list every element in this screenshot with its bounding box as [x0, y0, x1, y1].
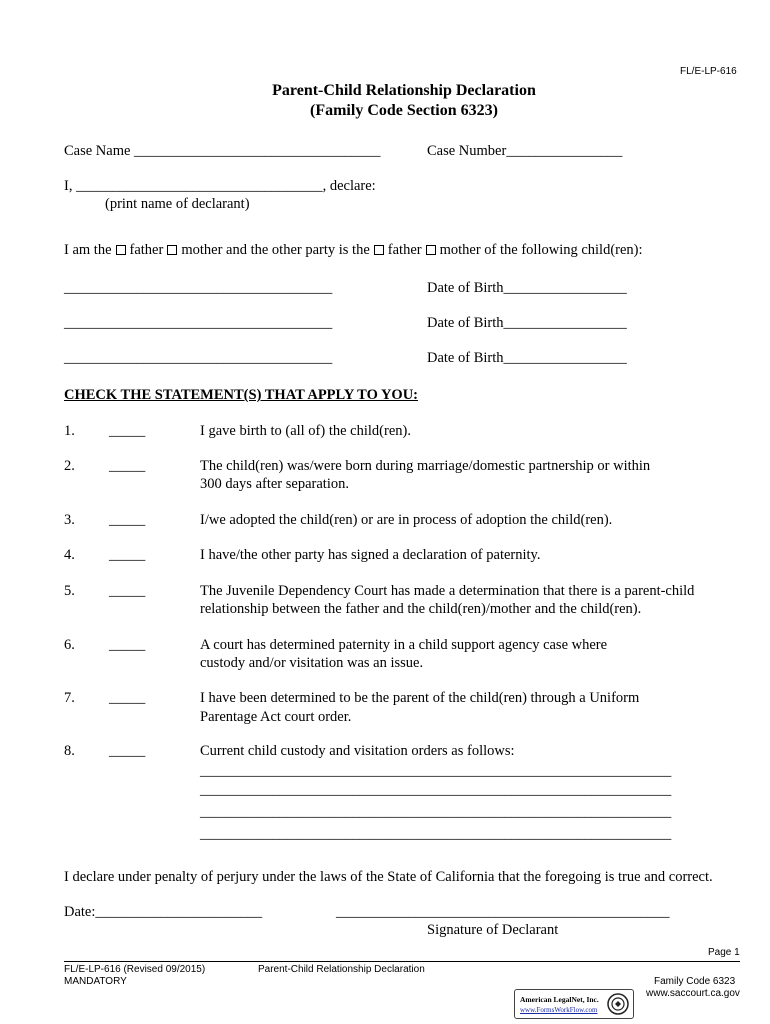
orders-line[interactable]: _________________________________________________________________: [200, 782, 672, 798]
case-name-field[interactable]: Case Name __________________________________: [64, 143, 381, 159]
footer-website[interactable]: www.saccourt.ca.gov: [646, 988, 740, 999]
declarant-hint: (print name of declarant): [105, 196, 250, 212]
statement-blank[interactable]: _____: [109, 458, 146, 474]
signature-label: Signature of Declarant: [427, 922, 559, 938]
footer-form-revision: FL/E-LP-616 (Revised 09/2015): [64, 964, 206, 975]
statement-number: 4.: [64, 547, 75, 563]
statement-text: I have/the other party has signed a declaration of paternity.: [200, 547, 541, 563]
perjury-statement: I declare under penalty of perjury under the laws of the State of California that the foregoing is true and correct.: [64, 869, 713, 885]
legalnet-stamp: [514, 989, 634, 1019]
statement-number: 8.: [64, 743, 75, 759]
child-name-field[interactable]: _____________________________________: [64, 280, 333, 296]
legalnet-logo-icon: [607, 993, 629, 1015]
statement-number: 3.: [64, 512, 75, 528]
statement-text: The Juvenile Dependency Court has made a determination that there is a parent-child: [200, 583, 695, 599]
form-title: Parent-Child Relationship Declaration: [272, 82, 536, 99]
father-checkbox[interactable]: [116, 245, 126, 255]
statement-number: 5.: [64, 583, 75, 599]
other-father-checkbox[interactable]: [374, 245, 384, 255]
statement-text: I have been determined to be the parent of the child(ren) through a Uniform: [200, 690, 640, 706]
child-dob-field[interactable]: Date of Birth_________________: [427, 280, 627, 296]
statement-blank[interactable]: _____: [109, 690, 146, 706]
statement-text-cont: relationship between the father and the child(ren)/mother and the child(ren).: [200, 601, 642, 617]
date-field[interactable]: Date:_______________________: [64, 904, 263, 920]
footer-form-title: Parent-Child Relationship Declaration: [258, 964, 425, 975]
child-dob-field[interactable]: Date of Birth_________________: [427, 350, 627, 366]
statement-number: 7.: [64, 690, 75, 706]
form-subtitle: (Family Code Section 6323): [310, 102, 498, 119]
statement-blank[interactable]: _____: [109, 743, 146, 759]
statement-number: 1.: [64, 423, 75, 439]
statement-blank[interactable]: _____: [109, 637, 146, 653]
orders-line[interactable]: _________________________________________________________________: [200, 804, 672, 820]
other-mother-option-label: mother of the following child(ren):: [439, 242, 643, 258]
statement-blank[interactable]: _____: [109, 423, 146, 439]
statement-number: 6.: [64, 637, 75, 653]
child-dob-field[interactable]: Date of Birth_________________: [427, 315, 627, 331]
statement-text: Current child custody and visitation orders as follows:: [200, 743, 515, 759]
footer-mandatory: MANDATORY: [64, 976, 127, 987]
statement-text-cont: 300 days after separation.: [200, 476, 349, 492]
footer-divider: [64, 961, 740, 962]
statement-blank[interactable]: _____: [109, 547, 146, 563]
form-id: FL/E-LP-616: [680, 66, 737, 77]
statement-blank[interactable]: _____: [109, 583, 146, 599]
check-statements-heading: CHECK THE STATEMENT(S) THAT APPLY TO YOU:: [64, 387, 418, 403]
child-name-field[interactable]: _____________________________________: [64, 315, 333, 331]
statement-text: I/we adopted the child(ren) or are in process of adoption the child(ren).: [200, 512, 613, 528]
father-option-label: father: [129, 242, 164, 258]
other-mother-checkbox[interactable]: [426, 245, 436, 255]
signature-field[interactable]: ______________________________________________: [336, 904, 670, 920]
relationship-prefix: I am the: [64, 242, 112, 258]
statement-text-cont: Parentage Act court order.: [200, 709, 352, 725]
other-father-option-label: father: [387, 242, 422, 258]
child-name-field[interactable]: _____________________________________: [64, 350, 333, 366]
orders-line[interactable]: _________________________________________________________________: [200, 763, 672, 779]
footer-code: Family Code 6323: [654, 976, 736, 987]
declarant-name-field[interactable]: I, __________________________________, declare:: [64, 178, 376, 194]
stamp-url[interactable]: www.FormsWorkFlow.com: [520, 1006, 598, 1014]
statement-text: A court has determined paternity in a child support agency case where: [200, 637, 608, 653]
statement-number: 2.: [64, 458, 75, 474]
statement-blank[interactable]: _____: [109, 512, 146, 528]
statement-text: The child(ren) was/were born during marriage/domestic partnership or within: [200, 458, 651, 474]
statement-text: I gave birth to (all of) the child(ren).: [200, 423, 411, 439]
mother-option-label: mother and the other party is the: [181, 242, 370, 258]
stamp-company: American LegalNet, Inc.: [520, 995, 599, 1004]
statement-text-cont: custody and/or visitation was an issue.: [200, 655, 424, 671]
relationship-line: [64, 242, 643, 259]
mother-checkbox[interactable]: [167, 245, 177, 255]
orders-line[interactable]: _________________________________________________________________: [200, 826, 672, 842]
page-number: Page 1: [708, 947, 740, 958]
case-number-field[interactable]: Case Number________________: [427, 143, 623, 159]
